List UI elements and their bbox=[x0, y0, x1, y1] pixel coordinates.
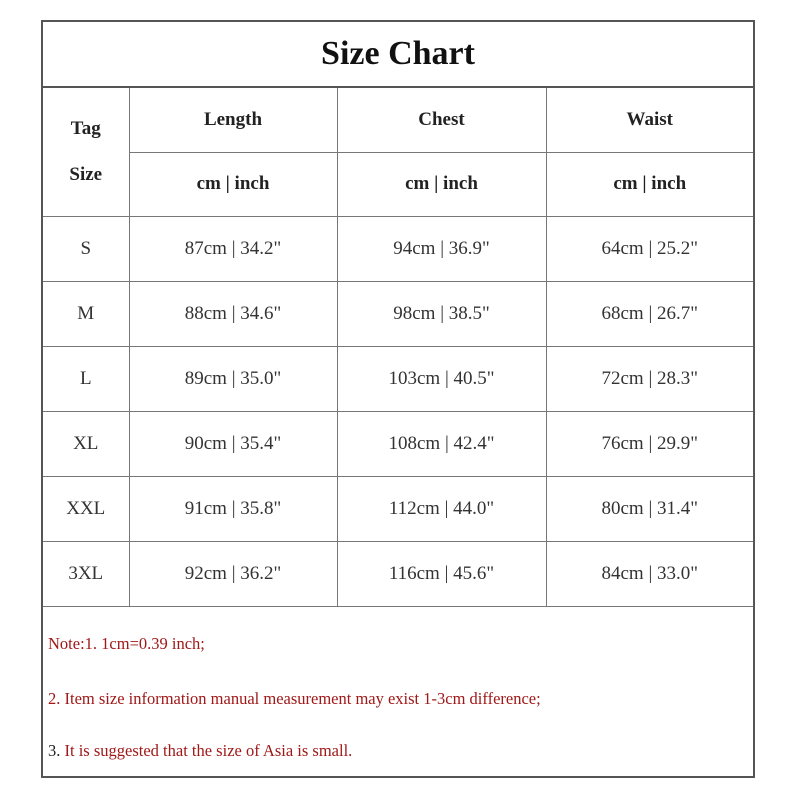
length-cell: 88cm | 34.6" bbox=[129, 281, 337, 346]
size-table bbox=[43, 88, 753, 607]
chest-cell: 103cm | 40.5" bbox=[337, 346, 546, 411]
size-cell: XXL bbox=[43, 476, 129, 541]
waist-cell: 80cm | 31.4" bbox=[546, 476, 753, 541]
column-header-length: Length bbox=[129, 88, 337, 152]
note-measurement: 2. Item size information manual measurement may exist 1-3cm difference; bbox=[48, 689, 541, 708]
note-conversion: Note:1. 1cm=0.39 inch; bbox=[48, 634, 205, 653]
size-cell: 3XL bbox=[43, 541, 129, 606]
size-cell: XL bbox=[43, 411, 129, 476]
unit-header-chest: cm | inch bbox=[337, 152, 546, 216]
length-cell: 91cm | 35.8" bbox=[129, 476, 337, 541]
unit-header-length: cm | inch bbox=[129, 152, 337, 216]
note-asia-size bbox=[48, 741, 352, 761]
table-row bbox=[43, 476, 753, 541]
tag-size-header bbox=[43, 88, 129, 216]
header-row-units bbox=[43, 152, 753, 216]
length-cell: 90cm | 35.4" bbox=[129, 411, 337, 476]
waist-cell: 84cm | 33.0" bbox=[546, 541, 753, 606]
table-row bbox=[43, 541, 753, 606]
waist-cell: 68cm | 26.7" bbox=[546, 281, 753, 346]
column-header-waist: Waist bbox=[546, 88, 753, 152]
chest-cell: 116cm | 45.6" bbox=[337, 541, 546, 606]
table-row bbox=[43, 281, 753, 346]
note-number: 3. bbox=[48, 741, 61, 760]
waist-cell: 72cm | 28.3" bbox=[546, 346, 753, 411]
waist-cell: 76cm | 29.9" bbox=[546, 411, 753, 476]
chest-cell: 94cm | 36.9" bbox=[337, 216, 546, 281]
column-header-chest: Chest bbox=[337, 88, 546, 152]
unit-header-waist: cm | inch bbox=[546, 152, 753, 216]
tag-label: Tag bbox=[70, 117, 101, 139]
table-row bbox=[43, 346, 753, 411]
table-row bbox=[43, 411, 753, 476]
chest-cell: 112cm | 44.0" bbox=[337, 476, 546, 541]
waist-cell: 64cm | 25.2" bbox=[546, 216, 753, 281]
size-cell: L bbox=[43, 346, 129, 411]
chest-cell: 108cm | 42.4" bbox=[337, 411, 546, 476]
note-asia-text: It is suggested that the size of Asia is small. bbox=[64, 741, 353, 760]
page-title: Size Chart bbox=[43, 22, 753, 88]
length-cell: 92cm | 36.2" bbox=[129, 541, 337, 606]
table-row bbox=[43, 216, 753, 281]
size-label: Size bbox=[69, 163, 103, 185]
chest-cell: 98cm | 38.5" bbox=[337, 281, 546, 346]
length-cell: 87cm | 34.2" bbox=[129, 216, 337, 281]
length-cell: 89cm | 35.0" bbox=[129, 346, 337, 411]
header-row-measurements bbox=[43, 88, 753, 152]
size-chart-frame bbox=[41, 20, 755, 778]
size-cell: S bbox=[43, 216, 129, 281]
size-cell: M bbox=[43, 281, 129, 346]
